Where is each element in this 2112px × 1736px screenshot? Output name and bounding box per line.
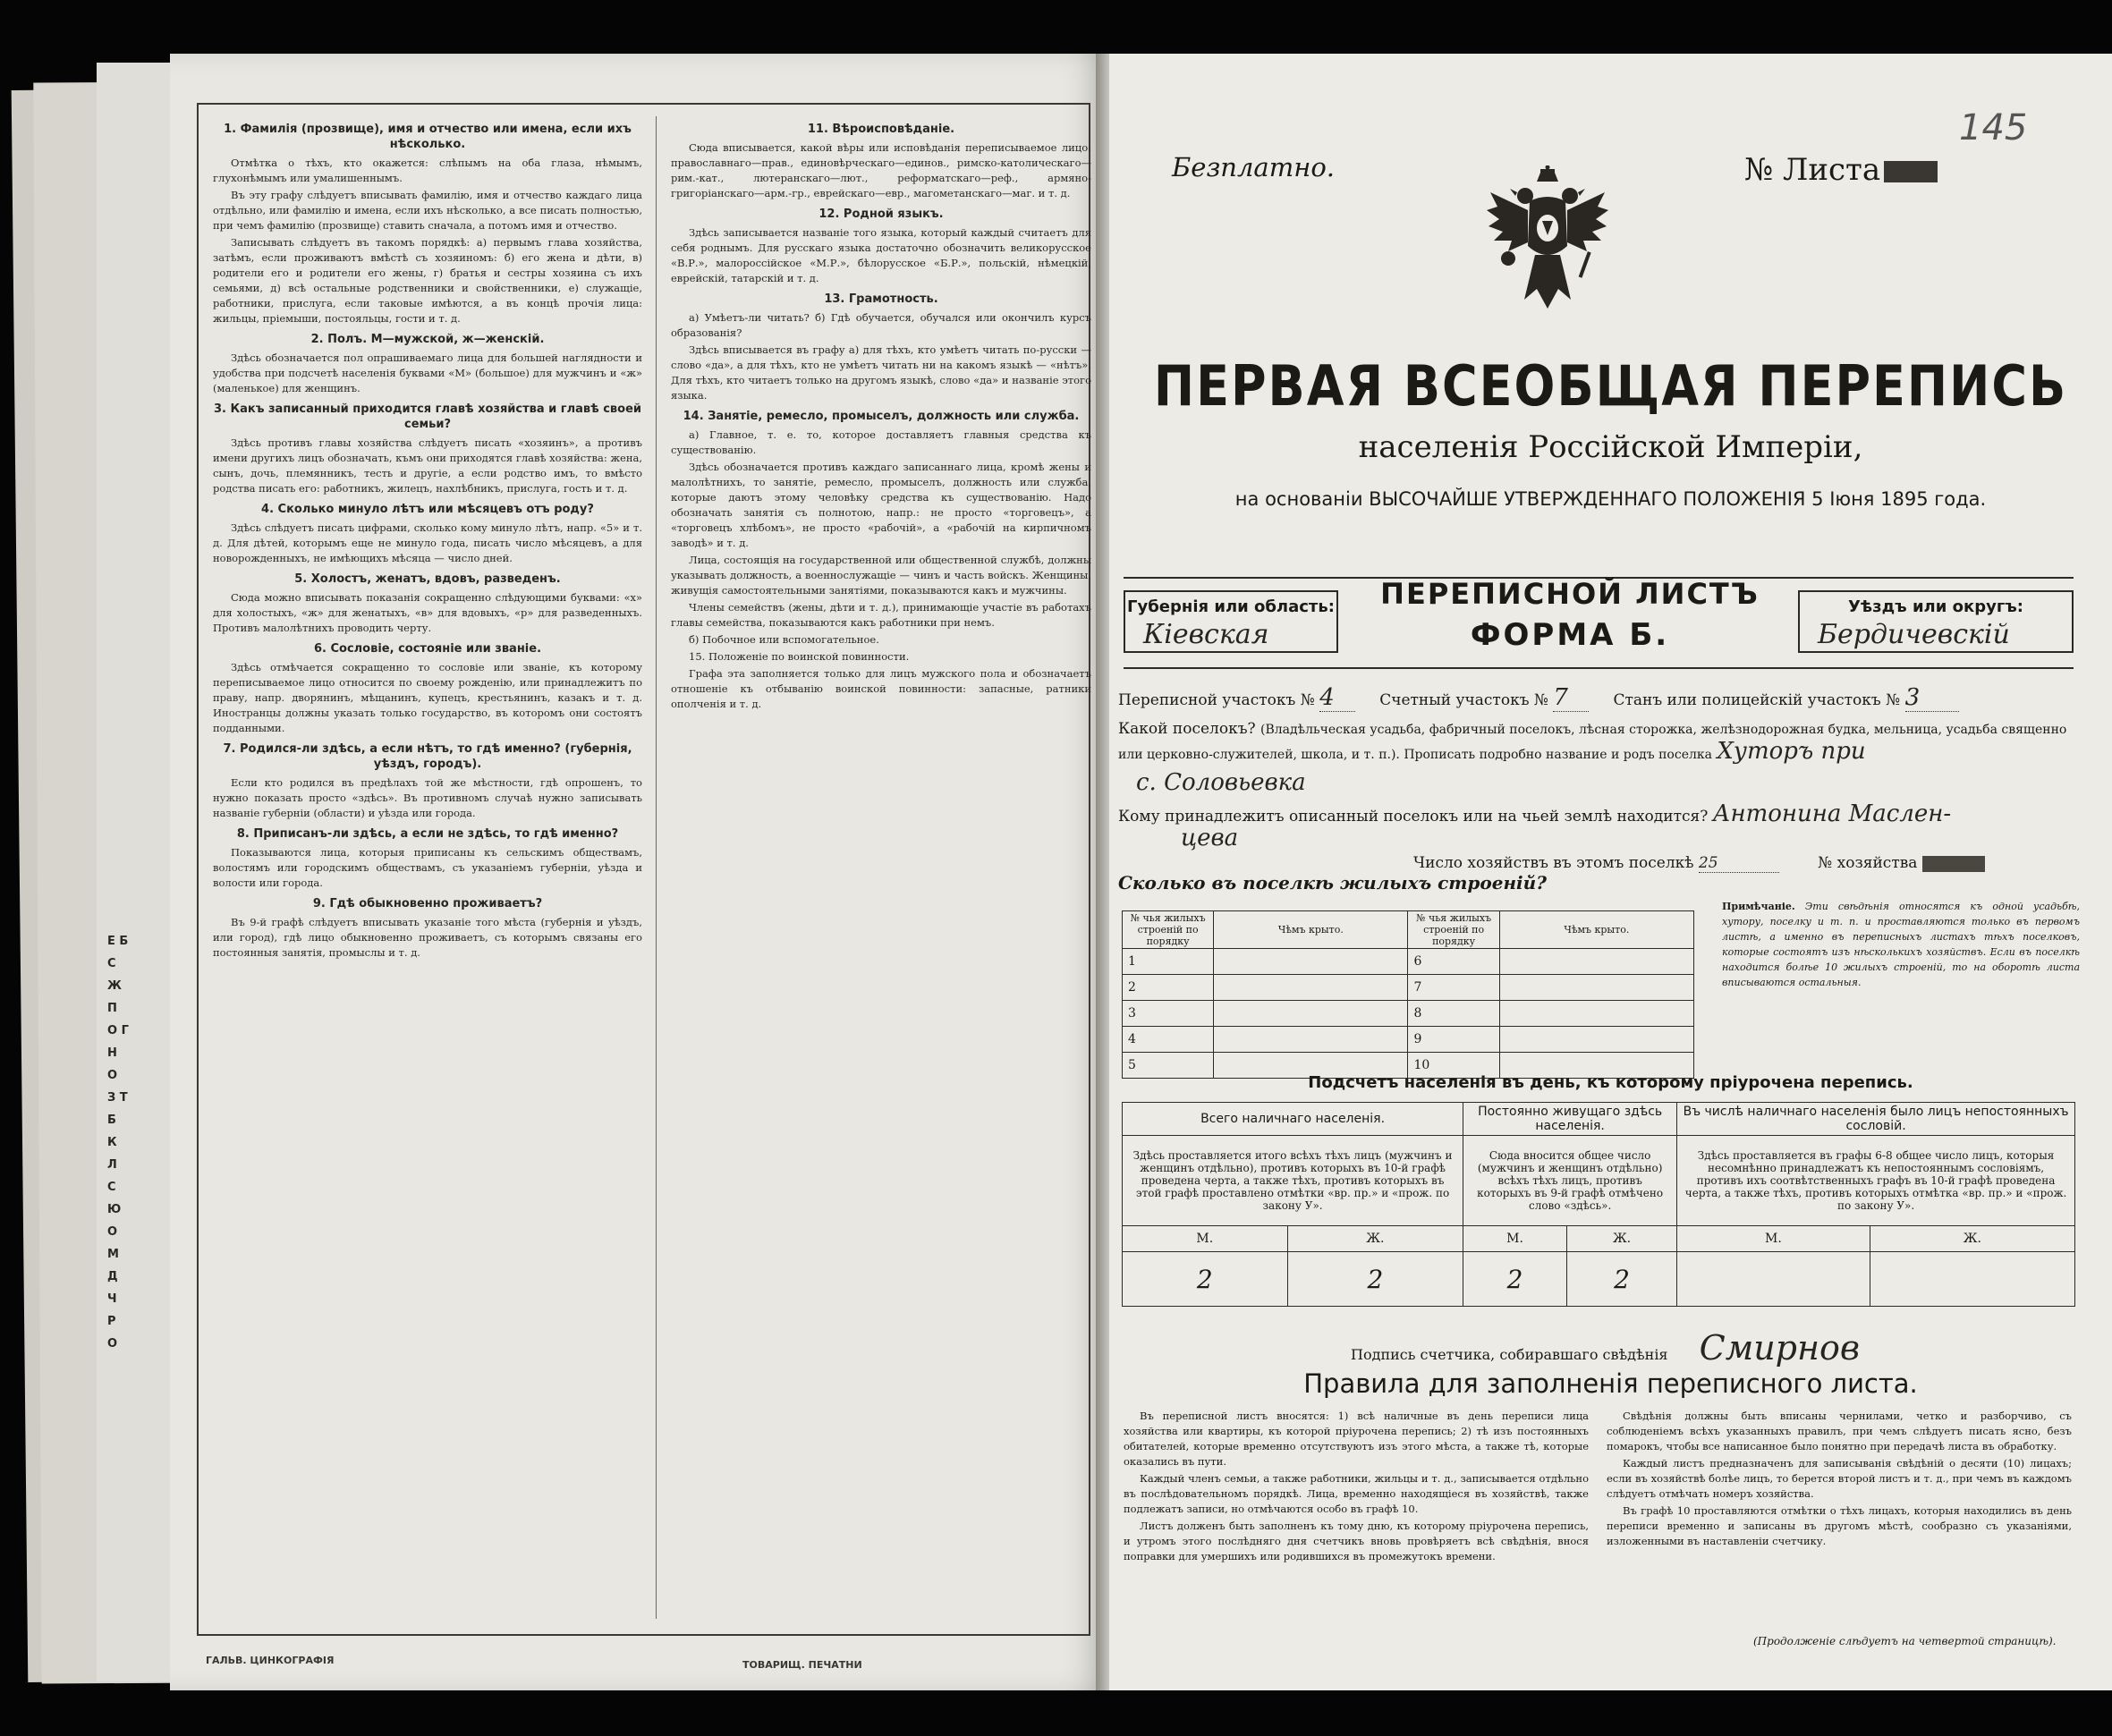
count-description: Сюда вносится общее число (мужчинъ и женщинъ отдѣльно) всѣхъ тѣхъ лицъ, противъ которыхъ въ 9-й графѣ отмѣчено слово «здѣсь». bbox=[1463, 1136, 1677, 1226]
table-row bbox=[1123, 1027, 1694, 1053]
instruction-paragraph: Здѣсь записывается названіе того языка, который каждый считаетъ для себя роднымъ. Для русскаго языка достаточно обозначить великорусское «В.Р.», малороссійское «М.Р.», бѣлорусское «Б.Р.», польскій, нѣмецкій, еврейскій, татарскій и т. д. bbox=[671, 226, 1091, 284]
dwelling-number: 4 bbox=[1123, 1027, 1214, 1053]
census-title: ПЕРВАЯ ВСЕОБЩАЯ ПЕРЕПИСЬ bbox=[1153, 353, 2068, 419]
count-values-row bbox=[1123, 1252, 2075, 1307]
settlement-row bbox=[1118, 720, 2075, 765]
female-label: Ж. bbox=[1287, 1226, 1463, 1252]
instruction-paragraph: Здѣсь слѣдуетъ писать цифрами, сколько кому минуло лѣтъ, напр. «5» и т. д. Для дѣтей, которымъ еще не минуло года, писать число мѣсяцевъ, а для новорожденныхъ, не имѣющихъ мѣсяца — число дней. bbox=[213, 521, 642, 564]
table-row bbox=[1123, 949, 1694, 975]
population-count-table bbox=[1122, 1102, 2075, 1307]
instruction-heading: 7. Родился-ли здѣсь, а если нѣтъ, то гдѣ именно? (губернія, уѣздъ, городъ). bbox=[223, 742, 632, 771]
households-row bbox=[1413, 854, 1985, 873]
household-number-blot bbox=[1922, 856, 1985, 872]
instruction-heading: 9. Гдѣ обыкновенно проживаетъ? bbox=[312, 897, 543, 910]
instructions-column-right bbox=[671, 116, 1091, 1601]
female-label: Ж. bbox=[1870, 1226, 2074, 1252]
dwelling-number: 1 bbox=[1123, 949, 1214, 975]
instruction-paragraph: Здѣсь отмѣчается сокращенно то сословіе или званіе, къ которому переписываемое лицо относится по своему рожденію, или принадлежитъ по праву, напр. дворянинъ, мѣщанинъ, купецъ, крестьянинъ, казакъ и т. д. Иностранцы должны указать только государство, въ которомъ они состоятъ подданными. bbox=[213, 661, 642, 734]
count-area-value: 7 bbox=[1553, 684, 1589, 712]
instruction-paragraph: Показываются лица, которыя приписаны къ сельскимъ обществамъ, волостямъ или городскимъ обществамъ, съ указаніемъ губерніи, уѣзда и волости или города. bbox=[213, 846, 642, 889]
legal-basis-line: на основаніи ВЫСОЧАЙШЕ УТВЕРЖДЕННАГО ПОЛОЖЕНІЯ 5 Іюня 1895 года. bbox=[1234, 488, 1987, 510]
dwelling-number: 8 bbox=[1408, 1001, 1499, 1027]
count-col-resident: Постоянно живущаго здѣсь населенія. bbox=[1463, 1103, 1677, 1136]
table-row bbox=[1123, 975, 1694, 1001]
dwellings-note-head: Примѣчаніе. bbox=[1722, 901, 1795, 912]
instruction-heading: 5. Холостъ, женатъ, вдовъ, разведенъ. bbox=[294, 572, 561, 586]
count-col-nonpermanent: Въ числѣ наличнаго населенія было лицъ непостоянныхъ сословій. bbox=[1677, 1103, 2075, 1136]
sheet-number bbox=[1744, 152, 1938, 188]
enumerator-signature-row bbox=[1351, 1328, 1860, 1368]
owner-row-2 bbox=[1181, 825, 1238, 851]
households-value: 25 bbox=[1699, 854, 1779, 873]
instruction-paragraph: а) Главное, т. е. то, которое доставляетъ главныя средства къ существованію. bbox=[671, 428, 1091, 456]
count-header-row bbox=[1123, 1103, 2075, 1136]
count-col-present: Всего наличнаго населенія. bbox=[1123, 1103, 1463, 1136]
back-page-edge-text: Е Б С Ж П О Г Н О З Т Б К Л С Ю О М Д Ч Р О bbox=[107, 935, 129, 1351]
count-area-label: Счетный участокъ № bbox=[1379, 691, 1548, 709]
household-number-label: № хозяйства bbox=[1818, 854, 1918, 872]
sheet-number-label: № Листа bbox=[1744, 152, 1881, 188]
police-area-label: Станъ или полицейскій участокъ № bbox=[1613, 691, 1901, 709]
dwellings-col-roof: Чѣмъ крыто. bbox=[1499, 911, 1693, 949]
dwelling-roof-cell bbox=[1214, 1027, 1408, 1053]
census-form-page bbox=[1109, 54, 2112, 1690]
instruction-paragraph: Здѣсь противъ главы хозяйства слѣдуетъ писать «хозяинъ», а противъ имени другихъ лицъ обозначать, къмъ они приходятся главѣ хозяйства: жена, сынъ, дочь, племянникъ, тесть и другіе, а если родство имъ, то вмѣсто родства писать его: работникъ, жилецъ, нахлѣбникъ, прислуга, гость и т. д. bbox=[213, 436, 642, 495]
signature-label: Подпись счетчика, собиравшаго свѣдѣнія bbox=[1351, 1346, 1668, 1363]
resident-male-count: 2 bbox=[1463, 1252, 1567, 1307]
present-male-count: 2 bbox=[1123, 1252, 1288, 1307]
dwelling-number: 3 bbox=[1123, 1001, 1214, 1027]
male-label: М. bbox=[1463, 1226, 1567, 1252]
instruction-heading: 1. Фамилія (прозвище), имя и отчество или имена, если ихъ нѣсколько. bbox=[224, 123, 632, 151]
instruction-paragraph: Если кто родился въ предѣлахъ той же мѣстности, гдѣ опрошенъ, то нужно показать просто «здѣсь». Въ противномъ случаѣ нужно записывать названіе губерніи (области) и уѣзда или города. bbox=[213, 776, 642, 819]
owner-label: Кому принадлежитъ описанный поселокъ или на чьей землѣ находится? bbox=[1118, 808, 1709, 826]
settlement-hint: (Владѣльческая усадьба, фабричный поселокъ, лѣсная сторожка, желѣзнодорожная будка, мельница, усадьба священно или церковно-служителей, школа, и т. п.). Прописать подробно название и родъ поселка bbox=[1118, 723, 2067, 762]
instruction-paragraph: б) Побочное или вспомогательное. bbox=[689, 633, 879, 646]
owner-value-line2: цева bbox=[1181, 825, 1239, 851]
dwelling-roof-cell bbox=[1214, 1001, 1408, 1027]
instruction-paragraph: Лица, состоящія на государственной или общественной службѣ, должны указывать должность, а военнослужащіе — чинъ и часть войскъ. Женщины, живущія самостоятельными занятіями, показываются какъ и мужчины. bbox=[671, 554, 1091, 597]
dwelling-number: 9 bbox=[1408, 1027, 1499, 1053]
settlement-label: Какой поселокъ? bbox=[1118, 720, 1256, 738]
instruction-paragraph: Здѣсь вписывается въ графу а) для тѣхъ, кто умѣетъ читать по-русски — слово «да», а для тѣхъ, кто не умѣетъ читать ни на какомъ языкѣ — «нѣтъ». Для тѣхъ, кто читаетъ только на другомъ языкѣ, слово «да» и названіе этого языка. bbox=[671, 343, 1091, 402]
instruction-paragraph: Записывать слѣдуетъ въ такомъ порядкѣ: а) первымъ глава хозяйства, затѣмъ, если проживаютъ вмѣстѣ съ хозяиномъ: б) его жена и дѣти, в) родители его и родители его жены, г) братья и сестры хозяина съ ихъ семьями, д) всѣ остальные родственники и свойственники, е) служащіе, работники, прислуга, если таковые имѣются, а въ концѣ прочія лица: жильцы, пріемыши, постояльцы, гости и т. д. bbox=[213, 236, 642, 325]
district-value: Бердичевскій bbox=[1818, 619, 2010, 650]
instruction-heading: 8. Приписанъ-ли здѣсь, а если не здѣсь, то гдѣ именно? bbox=[236, 827, 619, 841]
male-label: М. bbox=[1123, 1226, 1288, 1252]
rules-paragraph: Листъ долженъ быть заполненъ къ тому дню, къ которому пріурочена перепись, и утромъ этого послѣдняго дня счетчикъ вновь провѣряетъ всѣ свѣдѣнія, внося поправки для умершихъ или родившихся въ промежутокъ времени. bbox=[1124, 1520, 1589, 1562]
instructions-column-left bbox=[213, 116, 642, 1601]
dwelling-roof-cell bbox=[1214, 975, 1408, 1001]
instruction-paragraph: Здѣсь обозначается противъ каждаго записаннаго лица, кромѣ жены и малолѣтнихъ, то занятіе, ремесло, промыселъ, должность или служба, которые даютъ этому человѣку средства къ существованію. Надо обозначать занятія съ полнотою, напр.: не просто «торговецъ», а «торговецъ хлѣбомъ», не просто «рабочій», а «рабочій на кирпичномъ заводѣ» и т. д. bbox=[671, 461, 1091, 549]
instruction-heading: 4. Сколько минуло лѣтъ или мѣсяцевъ отъ роду? bbox=[261, 503, 594, 516]
column-divider bbox=[656, 116, 657, 1619]
province-label: Губернія или область: bbox=[1127, 597, 1335, 616]
census-area-value: 4 bbox=[1319, 684, 1355, 712]
province-value: Кіевская bbox=[1143, 619, 1269, 650]
province-box bbox=[1124, 590, 1338, 653]
owner-value-line1: Антонина Маслен- bbox=[1712, 800, 1952, 827]
census-area-label: Переписной участокъ № bbox=[1118, 691, 1315, 709]
dwelling-number: 10 bbox=[1408, 1053, 1499, 1079]
instruction-heading: 6. Сословіе, состояніе или званіе. bbox=[313, 642, 542, 656]
dwelling-number: 6 bbox=[1408, 949, 1499, 975]
rules-paragraph: Въ графѣ 10 проставляются отмѣтки о тѣхъ лицахъ, которыя находились въ день переписи временно и записаны въ другомъ мѣстѣ, сообразно съ указаніями, изложенными въ наставленіи счетчику. bbox=[1607, 1504, 2072, 1547]
printer-imprint-right: ТОВАРИЩ. ПЕЧАТНИ bbox=[742, 1659, 862, 1671]
resident-female-count: 2 bbox=[1566, 1252, 1676, 1307]
present-female-count: 2 bbox=[1287, 1252, 1463, 1307]
rules-paragraph: Каждый листъ предназначенъ для записыванія свѣдѣній о десяти (10) лицахъ; если въ хозяйствѣ болѣе лицъ, то берется второй листъ и т. д., при чемъ въ каждомъ слѣдуетъ отмѣчать номеръ хозяйства. bbox=[1607, 1457, 2072, 1500]
count-description: Здѣсь проставляется итого всѣхъ тѣхъ лицъ (мужчинъ и женщинъ отдѣльно), противъ которыхъ въ 10-й графѣ проведена черта, а также тѣхъ, противъ которыхъ въ этой графѣ проставлено отмѣтки «вр. пр.» и «прож. по закону У». bbox=[1123, 1136, 1463, 1226]
instruction-paragraph: Члены семействъ (жены, дѣти и т. д.), принимающіе участіе въ работахъ главы семейства, показываются какъ работники при немъ. bbox=[671, 601, 1091, 629]
instruction-heading: 2. Полъ. М—мужской, ж—женскій. bbox=[310, 333, 545, 346]
instruction-paragraph: Графа эта заполняется только для лицъ мужского пола и обозначаетъ отношеніе къ отбыванію воинской повинности: запасные, ратники ополченія и т. д. bbox=[671, 667, 1091, 710]
table-row bbox=[1123, 1001, 1694, 1027]
dwelling-number: 2 bbox=[1123, 975, 1214, 1001]
instruction-paragraph: Въ 9-й графѣ слѣдуетъ вписывать указаніе того мѣста (губернія и уѣздъ, или город), гдѣ лицо обыкновенно проживаетъ, съ которымъ связаны его постоянныя занятія, промыслы и т. д. bbox=[213, 916, 642, 959]
instruction-paragraph: Здѣсь обозначается пол опрашиваемаго лица для большей наглядности и удобства при подсчетѣ населенія буквами «М» (большое) для мужчинъ и «ж» (маленькое) для женщинъ. bbox=[213, 351, 642, 394]
census-area-row bbox=[1118, 684, 1959, 712]
rules-column-right bbox=[1607, 1409, 2072, 1655]
count-description: Здѣсь проставляется въ графы 6-8 общее число лицъ, которыя несомнѣнно принадлежатъ къ непостояннымъ сословіямъ, противъ ихъ соотвѣтственныхъ графъ въ 10-й графѣ проведена черта, а также тѣхъ, противъ которыхъ отмѣтка «вр. пр.» и «прож. по закону У». bbox=[1677, 1136, 2075, 1226]
male-label: М. bbox=[1677, 1226, 1870, 1252]
form-title: ПЕРЕПИСНОЙ ЛИСТЪ bbox=[1380, 577, 1760, 611]
dwellings-col-roof: Чѣмъ крыто. bbox=[1214, 911, 1408, 949]
police-area-value: 3 bbox=[1905, 684, 1959, 712]
instruction-paragraph: Въ эту графу слѣдуетъ вписывать фамилію, имя и отчество каждаго лица отдѣльно, или фамилію и имена, если ихъ нѣсколько, а все писать полностью, при чемъ фамилію (прозвище) ставить сначала, а потомъ имя и отчество. bbox=[213, 189, 642, 232]
free-of-charge-label: Безплатно. bbox=[1172, 152, 1336, 182]
count-sex-row bbox=[1123, 1226, 2075, 1252]
dwellings-question: Сколько въ поселкѣ жилыхъ строеній? bbox=[1118, 872, 1547, 893]
ink-blot bbox=[1884, 161, 1938, 182]
dwelling-roof-cell bbox=[1499, 975, 1693, 1001]
dwelling-roof-cell bbox=[1214, 949, 1408, 975]
instruction-paragraph: 15. Положеніе по воинской повинности. bbox=[689, 650, 910, 663]
dwelling-number: 7 bbox=[1408, 975, 1499, 1001]
settlement-row-2 bbox=[1136, 769, 1306, 796]
dwelling-roof-cell bbox=[1499, 1001, 1693, 1027]
settlement-value-line1: Хуторъ при bbox=[1717, 738, 1866, 765]
divider bbox=[1124, 667, 2074, 669]
settlement-value-line2: с. Соловьевка bbox=[1136, 769, 1306, 796]
district-box bbox=[1798, 590, 2074, 653]
instruction-heading: 12. Родной языкъ. bbox=[819, 207, 944, 221]
rules-paragraph: Въ переписной листъ вносятся: 1) всѣ наличные въ день переписи лица хозяйства или квартиры, къ которой пріурочена перепись; 2) тѣ изъ постоянныхъ обитателей, которые временно отсутствуютъ изъ этого мѣста, а также тѣ, которые оказались въ пути. bbox=[1124, 1410, 1589, 1468]
nonpermanent-male-count bbox=[1677, 1252, 1870, 1307]
instruction-heading: 3. Какъ записанный приходится главѣ хозяйства и главѣ своей семьи? bbox=[213, 402, 642, 431]
printer-imprint-left: ГАЛЬВ. ЦИНКОГРАФІЯ bbox=[206, 1655, 335, 1666]
form-code: ФОРМА Б. bbox=[1470, 617, 1670, 653]
households-label: Число хозяйствъ въ этомъ поселкѣ bbox=[1413, 854, 1694, 872]
dwelling-roof-cell bbox=[1499, 949, 1693, 975]
enumerator-signature: Смирнов bbox=[1699, 1328, 1861, 1368]
dwellings-col-number: № чья жилыхъ строеній по порядку bbox=[1408, 911, 1499, 949]
instructions-page bbox=[170, 54, 1109, 1690]
rules-continued-note: (Продолженіе слѣдуетъ на четвертой страницѣ). bbox=[1753, 1635, 2057, 1647]
female-label: Ж. bbox=[1566, 1226, 1676, 1252]
instruction-paragraph: а) Умѣетъ-ли читать? б) Гдѣ обучается, обучался или окончилъ курсъ образованія? bbox=[671, 311, 1091, 339]
dwelling-number: 5 bbox=[1123, 1053, 1214, 1079]
instruction-paragraph: Отмѣтка о тѣхъ, кто окажется: слѣпымъ на оба глаза, нѣмымъ, глухонѣмымъ или умалишеннымъ. bbox=[213, 157, 642, 184]
dwelling-roof-cell bbox=[1499, 1027, 1693, 1053]
rules-paragraph: Каждый членъ семьи, а также работники, жильцы и т. д., записывается отдѣльно въ послѣдовательномъ порядкѣ. Лица, временно находящіеся въ хозяйствѣ, также подлежатъ записи, но отмѣчаются особо въ графѣ 10. bbox=[1124, 1472, 1589, 1515]
rules-title: Правила для заполненія переписного листа. bbox=[1303, 1368, 1918, 1399]
dwellings-col-number: № чья жилыхъ строеній по порядку bbox=[1123, 911, 1214, 949]
nonpermanent-female-count bbox=[1870, 1252, 2074, 1307]
instruction-heading: 14. Занятіе, ремесло, промыселъ, должность или служба. bbox=[683, 410, 1080, 423]
population-count-title: Подсчетъ населенія въ день, къ которому пріурочена перепись. bbox=[1308, 1073, 1913, 1092]
census-subtitle: населенія Россійской Имперіи, bbox=[1358, 429, 1863, 465]
owner-row bbox=[1118, 800, 2075, 827]
instruction-heading: 13. Грамотность. bbox=[824, 292, 938, 306]
dwellings-table bbox=[1122, 910, 1694, 1079]
instruction-heading: 11. Вѣроисповѣданіе. bbox=[807, 123, 955, 136]
rules-paragraph: Свѣдѣнія должны быть вписаны чернилами, четко и разборчиво, съ соблюденіемъ всѣхъ указанныхъ правилъ, при чемъ слѣдуетъ писать ясно, безъ помарокъ, чтобы все написанное было понятно при передачѣ листа въ обработку. bbox=[1607, 1410, 2072, 1452]
folio-number: 145 bbox=[1959, 107, 2028, 148]
district-label: Уѣздъ или округъ: bbox=[1848, 597, 2023, 616]
dwellings-note bbox=[1722, 899, 2080, 990]
instruction-paragraph: Сюда вписывается, какой вѣры или исповѣданія переписываемое лицо: православнаго—прав., единовѣрческаго—единов., римско-католическаго—рим.-кат., лютеранскаго—лют., реформатскаго—реф., армяно-григоріанскаго—арм.-гр., еврейскаго—евр., магометанскаго—маг. и т. д. bbox=[671, 141, 1091, 199]
dwellings-header-row bbox=[1123, 911, 1694, 949]
double-headed-eagle-emblem bbox=[1485, 165, 1610, 318]
count-description-row bbox=[1123, 1136, 2075, 1226]
dwellings-note-text: Эти свѣдѣнія относятся къ одной усадьбѣ, хутору, поселку и т. п. и проставляются только въ первомъ листѣ, а именно въ переписныхъ листахъ тѣхъ поселковъ, которые состоятъ изъ нѣсколькихъ хозяйствъ. Если въ поселкѣ находится болѣе 10 жилыхъ строеній, то на оборотѣ листа вписываются остальныя. bbox=[1722, 901, 2080, 988]
instruction-paragraph: Сюда можно вписывать показанія сокращенно слѣдующими буквами: «х» для холостыхъ, «ж» для женатыхъ, «в» для вдовыхъ, «р» для разведенныхъ. Противъ малолѣтнихъ проводить черту. bbox=[213, 591, 642, 634]
rules-column-left bbox=[1124, 1409, 1589, 1655]
